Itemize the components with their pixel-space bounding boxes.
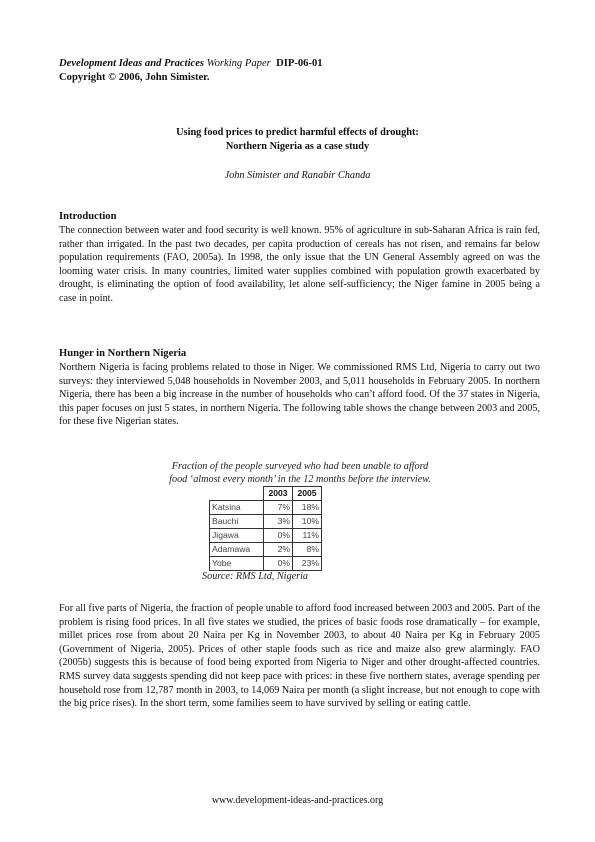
food-insecurity-table — [209, 486, 322, 571]
state-cell: Jigawa — [210, 529, 264, 543]
value-2005-cell: 10% — [293, 515, 322, 529]
caption-line-2: food ‘almost every month’ in the 12 months before the interview. — [169, 474, 431, 486]
state-cell: Bauchi — [210, 515, 264, 529]
table-row — [210, 557, 322, 571]
series-line — [59, 57, 323, 71]
state-cell: Yobe — [210, 557, 264, 571]
document-header — [59, 57, 323, 84]
table-header-row — [210, 487, 322, 501]
closing-paragraph: For all five parts of Nigeria, the fraction of people unable to afford food increased between 2003 and 2005. Part of the problem is rising food prices. In all five states we studied, the prices of basic foods rose dramatically – for example, millet prices rose from about 20 Naira per Kg in November 2003, to about 40 Naira per Kg in February 2005 (Government of Nigeria, 2005). Prices of other staple foods such as rice and maize also grew alarmingly. FAO (2005b) suggests this is because of food being exported from Nigeria to Niger and other drought-affected countries. RMS survey data suggests spending did not keep pace with prices: in these five northern states, average spending per household rose from 12,787 month in 2003, to 14,069 Naira per month (a slight increase, but not enough to cope with the big price rises). In the short term, some families seem to have survived by selling or eating cattle. — [59, 603, 541, 710]
title-line-1: Using food prices to predict harmful effects of drought: — [176, 127, 419, 138]
table-row — [210, 515, 322, 529]
value-2003-cell: 3% — [264, 515, 293, 529]
intro-paragraph: The connection between water and food security is well known. 95% of agriculture in sub-Saharan Africa is rain fed, rather than irrigated. In the past two decades, per capita production of cereals has not risen, and remains far below population requirements (FAO, 2005a). In 1998, the only issue that the UN General Assembly agreed on was the looming water crisis. In many countries, limited water supplies combined with population growth exacerbated by drought, is eliminating the option of food availability, let alone self-sufficiency; the Niger famine in 2005 being a case in point. — [59, 225, 540, 304]
column-header-2003: 2003 — [264, 487, 293, 501]
value-2003-cell: 0% — [264, 557, 293, 571]
state-cell: Adamawa — [210, 543, 264, 557]
table-row — [210, 501, 322, 515]
value-2005-cell: 18% — [293, 501, 322, 515]
value-2003-cell: 7% — [264, 501, 293, 515]
title-line-2: Northern Nigeria as a case study — [225, 140, 370, 152]
value-2003-cell: 2% — [264, 543, 293, 557]
table-corner-cell — [210, 487, 264, 501]
table-source: Source: RMS Ltd, Nigeria — [202, 571, 309, 582]
value-2005-cell: 11% — [293, 529, 322, 543]
copyright-line: Copyright © 2006, John Simister. — [59, 71, 210, 83]
hunger-paragraph: Northern Nigeria is facing problems related to those in Niger. We commissioned RMS Ltd, Nigeria to carry out two surveys: they interviewed 5,048 households in November 2003, and 5,011 households in February 2005. In northern Nigeria, there has been a big increase in the number of households who can’t afford food. Of the 37 states in Nigeria, this paper focuses on just 5 states, in northern Nigeria. The following table shows the change between 2003 and 2005, for these five Nigerian states. — [59, 362, 540, 428]
value-2003-cell: 0% — [264, 529, 293, 543]
hunger-heading: Hunger in Northern Nigeria — [59, 348, 187, 359]
authors-line: John Simister and Ranabir Chanda — [224, 170, 371, 181]
paper-code: DIP-06-01 — [276, 58, 323, 69]
paper-title — [0, 126, 595, 153]
caption-line-1: Fraction of the people surveyed who had been unable to afford — [171, 461, 429, 472]
table-row — [210, 529, 322, 543]
series-name: Development Ideas and Practices — [59, 58, 205, 69]
value-2005-cell: 8% — [293, 543, 322, 557]
value-2005-cell: 23% — [293, 557, 322, 571]
table-row — [210, 543, 322, 557]
footer-url: www.development-ideas-and-practices.org — [211, 795, 384, 806]
intro-heading: Introduction — [59, 211, 117, 222]
column-header-2005: 2005 — [293, 487, 322, 501]
working-paper-label: Working Paper — [206, 58, 271, 69]
state-cell: Katsina — [210, 501, 264, 515]
table-caption — [130, 460, 470, 487]
